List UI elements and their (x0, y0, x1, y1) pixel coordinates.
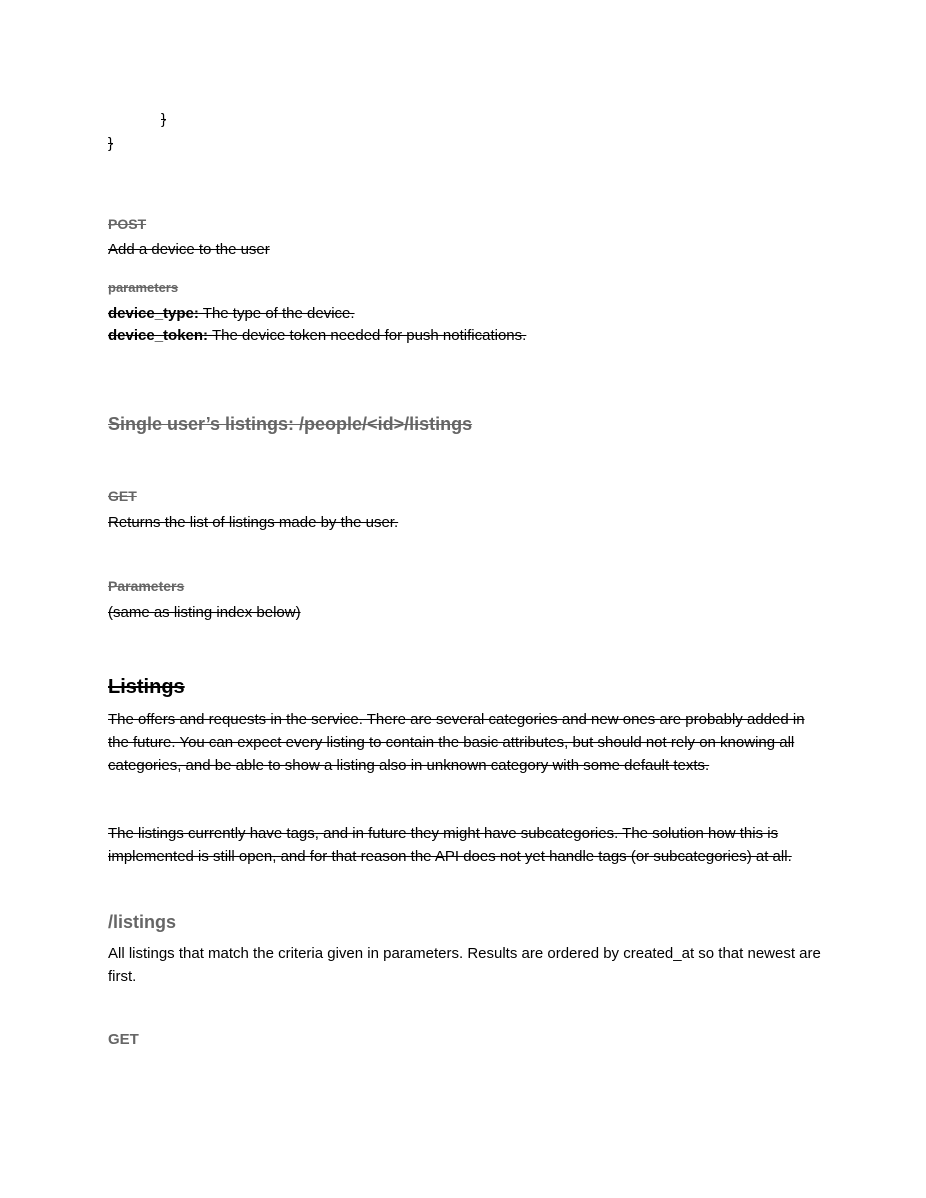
param-name: device_type: (108, 305, 199, 322)
param-device-type (108, 302, 355, 325)
user-listings-heading: Single user’s listings: /people/<id>/listings (108, 414, 473, 434)
code-closing-brace-inner: } (161, 111, 167, 128)
user-listings-params-note: (same as listing index below) (108, 604, 301, 621)
post-description: Add a device to the user (108, 241, 270, 258)
code-closing-brace-outer: } (108, 135, 114, 152)
listings-index-description: All listings that match the criteria given in parameters. Results are ordered by created_at so that newest are first. (108, 945, 821, 985)
user-listings-method: GET (108, 488, 137, 504)
listings-paragraph-2: The listings currently have tags, and in future they might have subcategories. The solution how this is implemented is still open, and for that reason the API does not yet handle tags (or subcategories) at all. (108, 825, 792, 865)
param-name: device_token: (108, 327, 209, 344)
post-params-label: parameters (108, 280, 179, 295)
param-device-token (108, 324, 526, 347)
listings-index-heading: /listings (108, 912, 177, 932)
user-listings-params-label: Parameters (108, 578, 185, 594)
listings-paragraph-1: The offers and requests in the service. There are several categories and new ones are probably added in the future. You can expect every listing to contain the basic attributes, but should not rely on knowing all categories, and be able to show a listing also in unknown category with some default texts. (108, 711, 805, 774)
param-desc: The device token needed for push notifications. (208, 327, 527, 344)
user-listings-description: Returns the list of listings made by the user. (108, 514, 399, 531)
param-desc: The type of the device. (198, 305, 355, 322)
post-method-label: POST (108, 216, 147, 232)
listings-heading: Listings (108, 676, 185, 698)
listings-index-method: GET (108, 1031, 139, 1048)
